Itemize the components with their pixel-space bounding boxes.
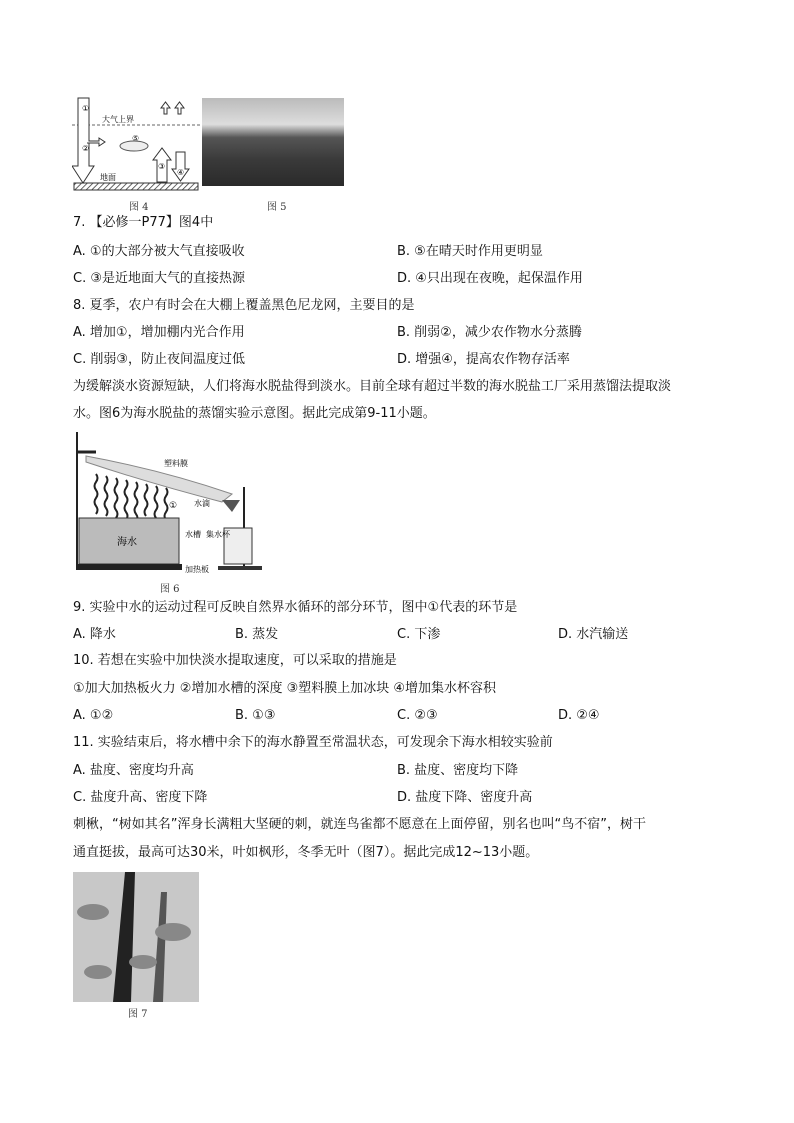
- q7-option-b[interactable]: B. ⑤在晴天时作用更明显: [397, 244, 543, 259]
- q9-option-c[interactable]: C. 下渗: [397, 627, 441, 642]
- q11-option-a[interactable]: A. 盐度、密度均升高: [73, 763, 194, 778]
- q10-stem: 10. 若想在实验中加快淡水提取速度，可以采取的措施是: [73, 653, 397, 668]
- fig4-label-ground: 地面: [100, 173, 116, 182]
- passage-2-line-2: 水。图6为海水脱盐的蒸馏实验示意图。据此完成第9-11小题。: [73, 406, 436, 421]
- passage-2-line-1: 为缓解淡水资源短缺，人们将海水脱盐得到淡水。目前全球有超过半数的海水脱盐工厂采用蒸馏法提取淡: [73, 379, 672, 394]
- q7-option-d[interactable]: D. ④只出现在夜晚，起保温作用: [397, 271, 583, 286]
- passage-3-line-2: 通直挺拔，最高可达30米，叶如枫形，冬季无叶（图7）。据此完成12~13小题。: [73, 845, 539, 860]
- q9-stem: 9. 实验中水的运动过程可反映自然界水循环的部分环节，图中①代表的环节是: [73, 600, 518, 615]
- fig6-label-film: 塑料膜: [164, 459, 188, 468]
- figure-6-diagram: [72, 432, 268, 580]
- q11-option-d[interactable]: D. 盐度下降、密度升高: [397, 790, 533, 805]
- q8-option-b[interactable]: B. 削弱②，减少农作物水分蒸腾: [397, 325, 582, 340]
- fig4-label-3: ③: [158, 162, 166, 171]
- figure-7-caption: 图 7: [128, 1009, 148, 1020]
- fig6-label-heater: 加热板: [185, 565, 209, 574]
- q11-option-c[interactable]: C. 盐度升高、密度下降: [73, 790, 208, 805]
- passage-3-line-1: 刺楸，“树如其名”浑身长满粗大坚硬的刺，就连鸟雀都不愿意在上面停留，别名也叫“鸟不宿”，树干: [73, 817, 646, 832]
- figure-7-tree-photo: [73, 872, 199, 1002]
- figure-4-diagram: [72, 96, 200, 196]
- q8-option-d[interactable]: D. 增强④，提高农作物存活率: [397, 352, 570, 367]
- fig6-label-cup: 集水杯: [206, 530, 230, 539]
- q10-items: ①加大加热板火力 ②增加水槽的深度 ③塑料膜上加冰块 ④增加集水杯容积: [73, 681, 497, 696]
- fig4-label-4: ④: [177, 168, 185, 177]
- fig4-label-1: ①: [82, 104, 90, 113]
- figure-6-caption: 图 6: [160, 584, 180, 595]
- q9-option-d[interactable]: D. 水汽输送: [558, 627, 629, 642]
- q11-option-b[interactable]: B. 盐度、密度均下降: [397, 763, 519, 778]
- figure-5-caption: 图 5: [267, 202, 287, 213]
- q9-option-b[interactable]: B. 蒸发: [235, 627, 279, 642]
- q10-option-c[interactable]: C. ②③: [397, 708, 438, 723]
- fig6-label-drop: 水滴: [194, 499, 210, 508]
- q8-option-a[interactable]: A. 增加①，增加棚内光合作用: [73, 325, 245, 340]
- fig6-label-tank: 水槽: [185, 530, 201, 539]
- figure-5-greenhouse-photo: [202, 98, 344, 186]
- q10-option-a[interactable]: A. ①②: [73, 708, 114, 723]
- q10-option-b[interactable]: B. ①③: [235, 708, 276, 723]
- q7-option-a[interactable]: A. ①的大部分被大气直接吸收: [73, 244, 245, 259]
- fig6-label-1: ①: [169, 501, 178, 511]
- q10-option-d[interactable]: D. ②④: [558, 708, 600, 723]
- fig4-label-top: 大气上界: [102, 115, 134, 124]
- fig4-label-5: ⑤: [132, 134, 140, 143]
- q9-option-a[interactable]: A. 降水: [73, 627, 116, 642]
- q7-stem: 7. 【必修一P77】图4中: [73, 215, 214, 230]
- q8-option-c[interactable]: C. 削弱③，防止夜间温度过低: [73, 352, 245, 367]
- fig4-label-2: ②: [82, 144, 90, 153]
- figure-4-caption: 图 4: [129, 202, 149, 213]
- q7-option-c[interactable]: C. ③是近地面大气的直接热源: [73, 271, 245, 286]
- q8-stem: 8. 夏季，农户有时会在大棚上覆盖黑色尼龙网，主要目的是: [73, 298, 415, 313]
- q11-stem: 11. 实验结束后，将水槽中余下的海水静置至常温状态，可发现余下海水相较实验前: [73, 735, 553, 750]
- fig6-label-sea: 海水: [117, 537, 137, 548]
